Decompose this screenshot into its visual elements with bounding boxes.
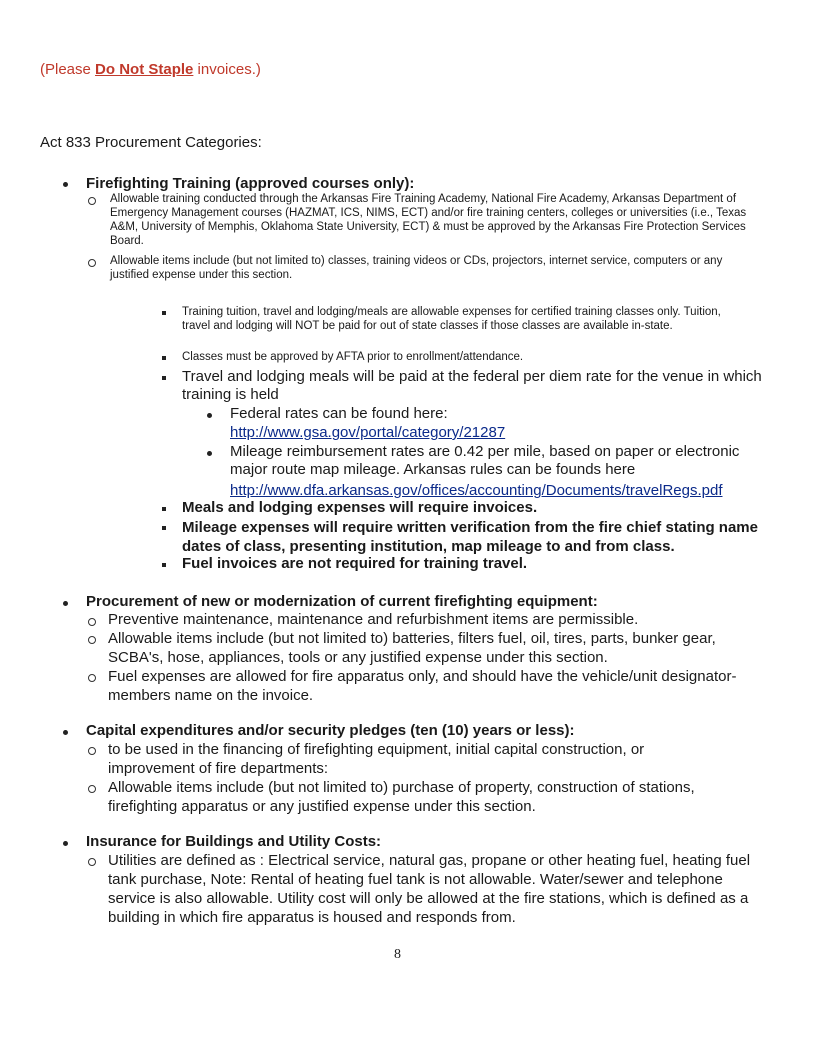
mileage-rate-text: Mileage reimbursement rates are 0.42 per mile, based on paper or electronic major route map mileage. Arkansas rules can be founds here (230, 443, 740, 478)
bullet-dot (63, 601, 68, 606)
sec1-sub2: Allowable items include (but not limited to) classes, training videos or CDs, projectors, internet service, computers or any justified expense under this section. (110, 255, 723, 281)
circle-bullet (88, 674, 96, 682)
staple-note-post: invoices.) (193, 61, 261, 78)
sec2-sub2: Allowable items include (but not limited to) batteries, filters fuel, oil, tires, parts, bunker gear, SCBA's, hose, appliances, tools or any justified expense under this section. (108, 630, 716, 666)
circle-bullet (88, 636, 96, 644)
circle-bullet (88, 858, 96, 866)
sec1-sub1: Allowable training conducted through the Arkansas Fire Training Academy, National Fire Academy, Arkansas Department of Emergency Management courses (HAZMAT, ICS, NIMS, ECT) and/or fire training centers, colleges or universities (i.e., Texas A&M, University of Memphis, Oklahoma State University, ECT) & must be approved by the Arkansas Fire Protection Services Board. (110, 193, 747, 247)
sec1-b5: Mileage expenses will require written verification from the fire chief stating name dates of class, presenting institution, map mileage to and from class. (182, 519, 758, 555)
circle-bullet (88, 197, 96, 205)
federal-rates-text: Federal rates can be found here: (230, 405, 448, 422)
sec1-b1: Training tuition, travel and lodging/meals are allowable expenses for certified training classes only. Tuition, travel and lodging will NOT be paid for out of state classes if those classes are available in-state. (182, 306, 721, 332)
square-bullet (162, 356, 166, 360)
sec3-sub2: Allowable items include (but not limited to) purchase of property, construction of stations, firefighting apparatus or any justified expense under this section. (108, 779, 695, 815)
circle-bullet (88, 618, 96, 626)
staple-note-pre: (Please (40, 61, 96, 78)
page-heading: Act 833 Procurement Categories: (40, 134, 262, 151)
sec1-title: Firefighting Training (approved courses only): (86, 175, 415, 192)
square-bullet (162, 376, 166, 380)
circle-bullet (88, 785, 96, 793)
sec1-b6: Fuel invoices are not required for training travel. (182, 555, 528, 572)
circle-bullet (88, 747, 96, 755)
square-bullet (162, 507, 166, 511)
bullet-dot (207, 451, 212, 456)
sec3-sub1: to be used in the financing of firefighting equipment, initial capital construction, or improvement of fire departments: (108, 741, 645, 777)
sec4-title: Insurance for Buildings and Utility Costs: (86, 833, 382, 850)
sec2-title: Procurement of new or modernization of current firefighting equipment: (86, 593, 598, 610)
sec2-sub1: Preventive maintenance, maintenance and refurbishment items are permissible. (108, 611, 639, 628)
square-bullet (162, 563, 166, 567)
bullet-dot (63, 182, 68, 187)
square-bullet (162, 526, 166, 530)
dfa-link[interactable]: http://www.dfa.arkansas.gov/offices/accounting/Documents/travelRegs.pdf (230, 482, 723, 499)
square-bullet (162, 311, 166, 315)
sec4-sub1: Utilities are defined as : Electrical service, natural gas, propane or other heating fuel, heating fuel tank purchase, Note: Rental of heating fuel tank is not allowable. Water/sewer and telephone service is also allowable. Utility cost will only be allowed at the fire stations, which is defined as a building in which fire apparatus is housed and responds from. (108, 852, 751, 926)
page-number: 8 (394, 947, 401, 962)
staple-note-bold: Do Not Staple (95, 61, 194, 78)
bullet-dot (63, 730, 68, 735)
circle-bullet (88, 259, 96, 267)
gsa-link[interactable]: http://www.gsa.gov/portal/category/21287 (230, 424, 506, 441)
sec1-b3: Travel and lodging meals will be paid at the federal per diem rate for the venue in which training is held (182, 368, 762, 403)
staple-note (40, 61, 261, 78)
bullet-dot (63, 841, 68, 846)
bullet-dot (207, 413, 212, 418)
sec3-title: Capital expenditures and/or security pledges (ten (10) years or less): (86, 722, 575, 739)
sec1-b2: Classes must be approved by AFTA prior to enrollment/attendance. (182, 351, 524, 363)
sec1-b4: Meals and lodging expenses will require invoices. (182, 499, 538, 516)
sec2-sub3: Fuel expenses are allowed for fire apparatus only, and should have the vehicle/unit designator- members name on the invoice. (108, 668, 737, 704)
